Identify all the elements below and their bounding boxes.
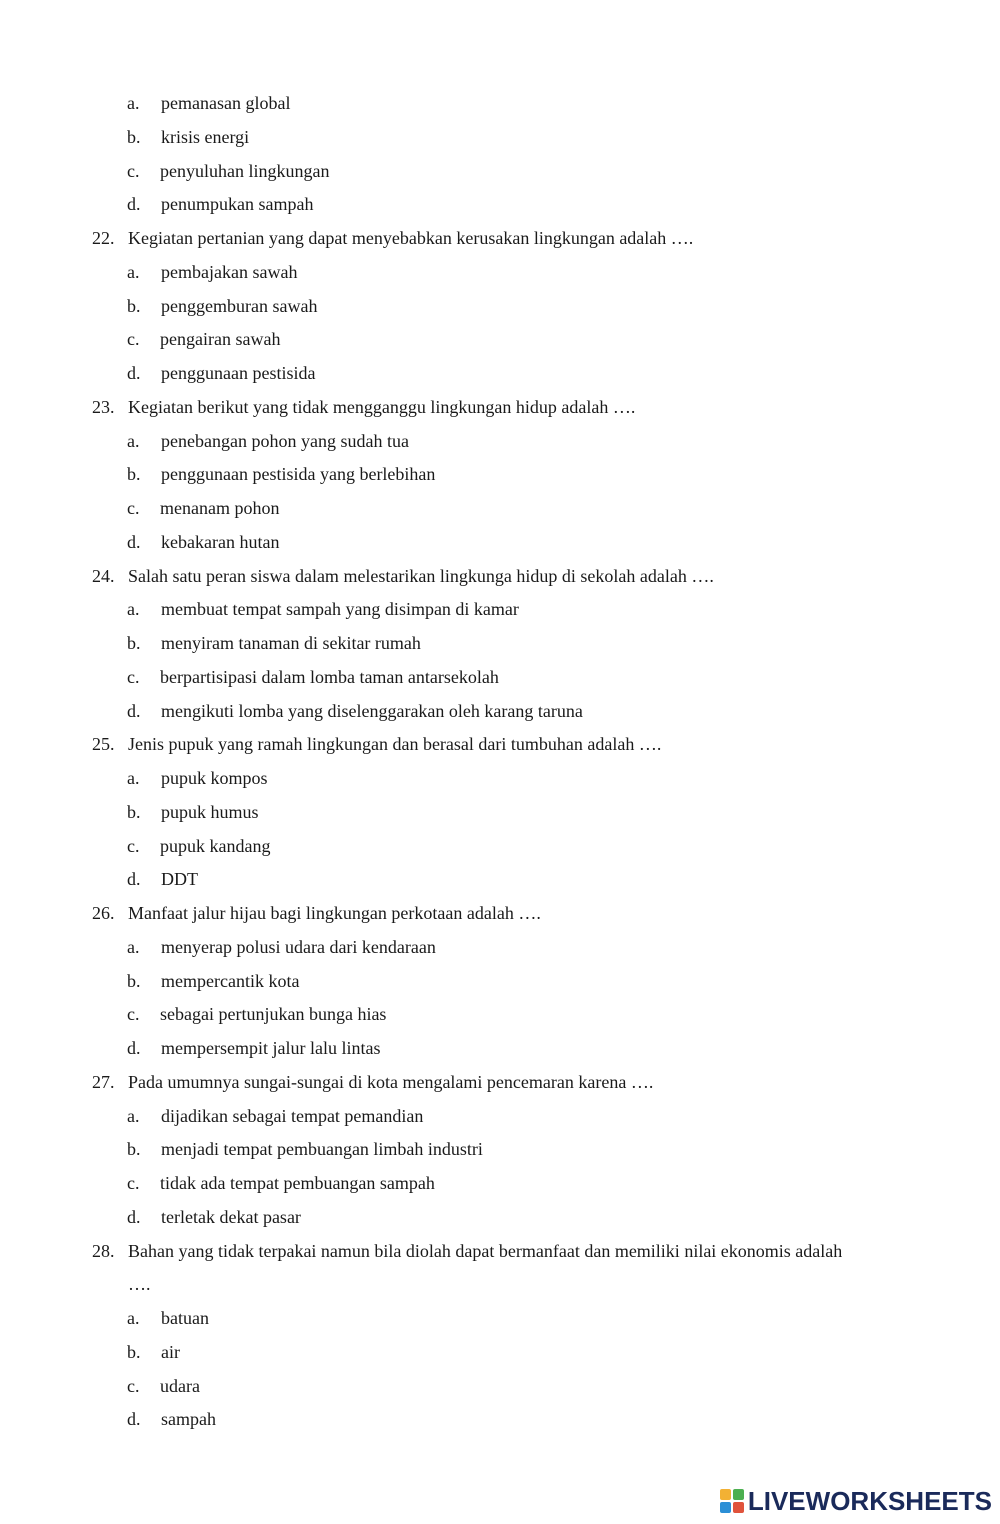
option-text: air xyxy=(161,1341,180,1362)
option-letter: c. xyxy=(127,329,140,350)
question-text: Kegiatan berikut yang tidak mengganggu lingkungan hidup adalah …. xyxy=(128,396,636,417)
option-text: menyerap polusi udara dari kendaraan xyxy=(161,936,436,957)
option-text: udara xyxy=(160,1375,200,1396)
option-text: mengikuti lomba yang diselenggarakan oleh karang taruna xyxy=(161,700,583,721)
option-letter: c. xyxy=(127,498,140,518)
option-letter: b. xyxy=(127,1139,141,1160)
option-letter: d. xyxy=(127,869,141,890)
option-letter: b. xyxy=(127,801,141,822)
option-text: dijadikan sebagai tempat pemandian xyxy=(161,1105,424,1126)
option-letter: d. xyxy=(127,1206,141,1227)
option-letter: b. xyxy=(127,126,141,147)
option-text: tidak ada tempat pembuangan sampah xyxy=(160,1173,435,1193)
option-letter: d. xyxy=(127,194,141,215)
option-text: penumpukan sampah xyxy=(161,194,314,215)
option-letter: a. xyxy=(127,599,140,620)
question-number: 24. xyxy=(92,565,115,586)
option-text: berpartisipasi dalam lomba taman antarsekolah xyxy=(160,666,499,687)
logo-tile xyxy=(733,1502,744,1513)
question-number: 27. xyxy=(92,1071,115,1092)
option-letter: d. xyxy=(127,1409,141,1430)
option-text: pembajakan sawah xyxy=(161,261,298,282)
logo-tile xyxy=(720,1502,731,1513)
question-number: 23. xyxy=(92,396,115,417)
option-letter: a. xyxy=(127,768,140,788)
question-number: 26. xyxy=(92,903,115,923)
option-text: penyuluhan lingkungan xyxy=(160,160,330,181)
option-text: pemanasan global xyxy=(161,93,291,113)
option-letter: c. xyxy=(127,835,140,856)
option-letter: a. xyxy=(127,1105,140,1126)
option-letter: a. xyxy=(127,430,140,451)
option-letter: b. xyxy=(127,633,141,653)
option-letter: d. xyxy=(127,700,141,721)
option-letter: c. xyxy=(127,1004,140,1025)
option-letter: a. xyxy=(127,93,140,113)
question-text: Jenis pupuk yang ramah lingkungan dan berasal dari tumbuhan adalah …. xyxy=(128,734,662,755)
question-number: 25. xyxy=(92,734,115,755)
question-text: Pada umumnya sungai-sungai di kota mengalami pencemaran karena …. xyxy=(128,1071,654,1092)
option-text: membuat tempat sampah yang disimpan di kamar xyxy=(161,599,519,620)
question-number: 28. xyxy=(92,1240,115,1261)
question-text: Kegiatan pertanian yang dapat menyebabkan kerusakan lingkungan adalah …. xyxy=(128,228,694,248)
option-text: pengairan sawah xyxy=(160,329,281,350)
option-letter: b. xyxy=(127,295,141,316)
question-text: Manfaat jalur hijau bagi lingkungan perkotaan adalah …. xyxy=(128,903,541,923)
option-text: sampah xyxy=(161,1409,216,1430)
option-text: menyiram tanaman di sekitar rumah xyxy=(161,633,421,653)
option-text: penebangan pohon yang sudah tua xyxy=(161,430,409,451)
liveworksheets-branding[interactable] xyxy=(720,1484,992,1518)
liveworksheets-logo-icon xyxy=(720,1489,744,1513)
option-text: sebagai pertunjukan bunga hias xyxy=(160,1004,387,1025)
option-text: batuan xyxy=(161,1308,209,1328)
option-text: menanam pohon xyxy=(160,498,280,518)
option-letter: c. xyxy=(127,160,140,181)
option-text: mempercantik kota xyxy=(161,970,300,991)
option-text: kebakaran hutan xyxy=(161,531,280,552)
option-text: DDT xyxy=(161,869,198,890)
option-text: menjadi tempat pembuangan limbah industri xyxy=(161,1139,483,1160)
option-text: terletak dekat pasar xyxy=(161,1206,301,1227)
option-text: pupuk humus xyxy=(161,801,259,822)
option-letter: b. xyxy=(127,464,141,485)
option-text: penggemburan sawah xyxy=(161,295,318,316)
option-text: krisis energi xyxy=(161,126,250,147)
question-text-continuation: …. xyxy=(128,1274,151,1295)
option-letter: d. xyxy=(127,363,141,383)
option-text: penggunaan pestisida yang berlebihan xyxy=(161,464,436,485)
logo-tile xyxy=(720,1489,731,1500)
option-text: pupuk kompos xyxy=(161,768,268,788)
question-text: Salah satu peran siswa dalam melestarikan lingkunga hidup di sekolah adalah …. xyxy=(128,565,714,586)
option-letter: b. xyxy=(127,970,141,991)
option-letter: d. xyxy=(127,1038,141,1058)
option-text: penggunaan pestisida xyxy=(161,363,316,383)
option-text: mempersempit jalur lalu lintas xyxy=(161,1038,381,1058)
brand-name: LIVEWORKSHEETS xyxy=(747,1485,992,1516)
question-text: Bahan yang tidak terpakai namun bila diolah dapat bermanfaat dan memiliki nilai ekonomis adalah xyxy=(128,1240,843,1261)
option-letter: a. xyxy=(127,1308,140,1328)
option-letter: d. xyxy=(127,531,141,552)
option-letter: a. xyxy=(127,261,140,282)
option-letter: a. xyxy=(127,936,140,957)
option-text: pupuk kandang xyxy=(160,835,271,856)
question-number: 22. xyxy=(92,228,115,248)
option-letter: b. xyxy=(127,1341,141,1362)
logo-tile xyxy=(733,1489,744,1500)
option-letter: c. xyxy=(127,666,140,687)
option-letter: c. xyxy=(127,1173,140,1193)
option-letter: c. xyxy=(127,1375,140,1396)
